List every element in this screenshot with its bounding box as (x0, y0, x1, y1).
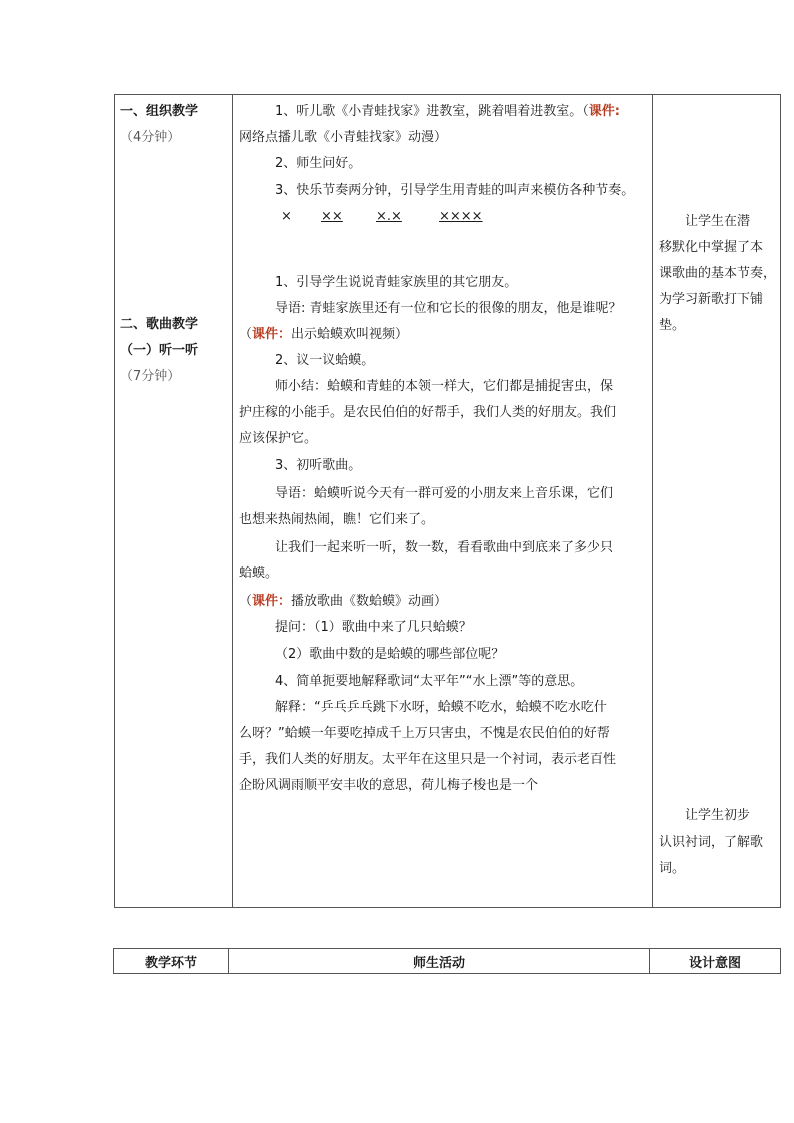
stage-title-song: 二、歌曲教学 (120, 317, 199, 332)
lesson-plan-table (114, 94, 781, 908)
activity-line: 导语: 青蛙家族里还有一位和它长的很像的朋友，他是谁呢？ (275, 301, 622, 316)
stage-subtitle-listen: （一）听一听 (120, 343, 199, 358)
activity-line: （2）歌曲中数的是蛤蟆的哪些部位呢？ (275, 647, 505, 662)
activity-line: 4、简单扼要地解释歌词“太平年”“水上漂”等的意思。 (275, 674, 584, 689)
activity-line: （课件：出示蛤蟆欢叫视频） (239, 327, 409, 342)
rhythm-pattern: × (281, 209, 292, 224)
intent-line: 为学习新歌打下铺 (659, 292, 764, 307)
activity-line: 2、议一议蛤蟆。 (275, 353, 375, 368)
activity-line: 2、师生问好。 (275, 156, 362, 171)
rhythm-pattern: ×××× (439, 209, 483, 224)
activity-line: 网络点播儿歌《小青蛙找家》动漫） (239, 130, 448, 145)
activity-line: 师小结：蛤蟆和青蛙的本领一样大，它们都是捕捉害虫，保 (275, 379, 614, 394)
intent-line: 课歌曲的基本节奏， (659, 266, 777, 281)
activity-line: 提问：（1）歌曲中来了几只蛤蟆？ (275, 620, 472, 635)
design-intent-column (653, 95, 782, 907)
stage-time-organize: （4分钟） (120, 130, 181, 145)
activity-line: 导语：蛤蟆听说今天有一群可爱的小朋友来上音乐课，它们 (275, 486, 614, 501)
intent-line: 垫。 (659, 318, 686, 333)
activity-line: 蛤蟆。 (239, 566, 279, 581)
stage-title-organize: 一、组织教学 (120, 104, 199, 119)
activity-line: 手，我们人类的好朋友。太平年在这里只是一个衬词，表示老百性 (239, 752, 617, 767)
intent-line: 让学生初步 (685, 808, 751, 823)
activity-line: 3、初听歌曲。 (275, 458, 362, 473)
activity-line: 企盼风调雨顺平安丰收的意思，荷儿梅子梭也是一个 (239, 778, 539, 793)
teaching-stage-column (115, 95, 232, 907)
activity-line: 护庄稼的小能手。是农民伯伯的好帮手，我们人类的好朋友。我们 (239, 405, 617, 420)
activity-line: 1、引导学生说说青蛙家族里的其它朋友。 (275, 275, 518, 290)
activity-line: 让我们一起来听一听，数一数，看看歌曲中到底来了多少只 (275, 540, 614, 555)
activity-column (233, 95, 652, 907)
header-activities: 师生活动 (412, 955, 465, 971)
activity-line: 解释：“乒乓乒乓跳下水呀，蛤蟆不吃水，蛤蟆不吃水吃什 (275, 700, 607, 715)
stage-time-listen: （7分钟） (120, 369, 181, 384)
intent-line: 词。 (659, 861, 686, 876)
rhythm-pattern: ×.× (376, 209, 402, 224)
header-teaching-stage: 教学环节 (144, 955, 197, 971)
activity-line: 也想来热闹热闹，瞧！它们来了。 (239, 512, 435, 527)
activity-line: 么呀？”蛤蟆一年要吃掉成千上万只害虫，不愧是农民伯伯的好帮 (239, 726, 610, 741)
rhythm-pattern: ×× (321, 209, 343, 224)
activity-line: （课件：播放歌曲《数蛤蟆》动画） (239, 594, 448, 609)
intent-line: 移默化中掌握了本 (659, 240, 764, 255)
intent-line: 让学生在潜 (685, 214, 751, 229)
header-design-intent: 设计意图 (688, 955, 741, 971)
intent-line: 认识衬词，了解歌 (659, 835, 764, 850)
activity-line: 应该保护它。 (239, 431, 318, 446)
activity-line: 3、快乐节奏两分钟，引导学生用青蛙的叫声来模仿各种节奏。 (275, 183, 635, 198)
table-header-row (113, 948, 781, 974)
activity-line: 1、听儿歌《小青蛙找家》进教室，跳着唱着进教室。（课件: (275, 104, 620, 119)
